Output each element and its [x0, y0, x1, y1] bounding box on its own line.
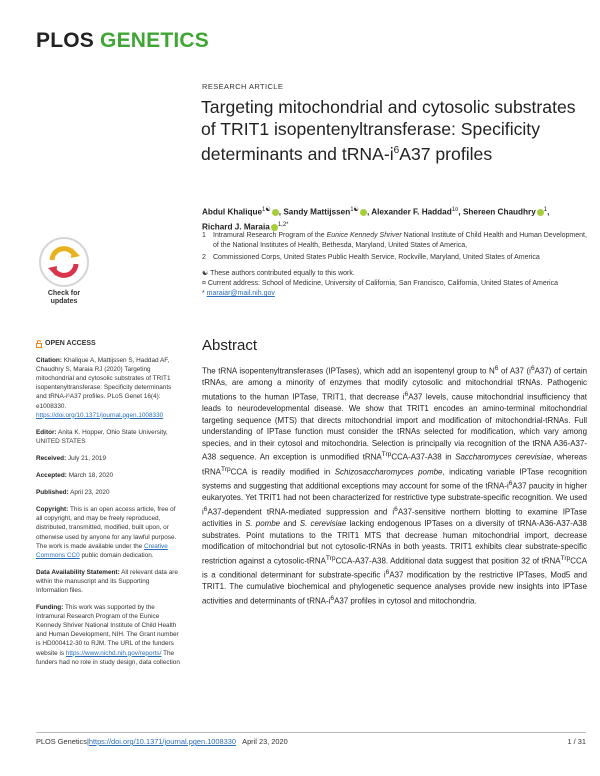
footer-journal: PLOS Genetics	[36, 737, 87, 746]
page-number: 1 / 31	[567, 737, 586, 746]
author[interactable]: Shereen Chaudhry	[462, 207, 536, 217]
data-availability: Data Availability Statement: All relevant data are within the manuscript and its Supporting Information files.	[36, 568, 178, 594]
funder-link[interactable]: https://www.nichd.nih.gov/reports/	[65, 649, 162, 657]
open-lock-icon	[36, 340, 42, 348]
author-list: Abdul Khalique$^{1☯}$ , Sandy Mattijssen$^{1☯}$ , Alexander F. Haddad$^{1¤}$, Shereen Chaudhry $^1$, Richard J. Maraia $^{1,2*}$	[202, 207, 550, 232]
corresponding-email-row: * maraiar@mail.nih.gov	[202, 290, 275, 298]
orcid-icon[interactable]	[271, 224, 278, 231]
affiliations	[202, 231, 587, 266]
affiliation: 1 Intramural Research Program of the Eunice Kennedy Shriver National Institute of Child Health and Human Development, of the National Institutes of Health, Bethesda, Maryland, United States of America,	[202, 232, 587, 250]
current-address-note: ¤ Current address: School of Medicine, University of California, San Francisco, California, United States of America	[202, 280, 558, 288]
article-type: RESEARCH ARTICLE	[202, 82, 284, 91]
open-access-label: OPEN ACCESS	[36, 339, 182, 348]
page-footer: PLOS Genetics | https://doi.org/10.1371/journal.pgen.1008330 April 23, 2020 1 / 31	[36, 737, 586, 746]
funding: Funding: This work was supported by the Intramural Research Program of the Eunice Kennedy Shriver National Institute of Child Health and Human Development, NIH. The Grant number is HD000412-30 to RJM. The URL of the funders website is https://www.nichd.nih.gov/reports/ The funders had no role in study design, data collection	[36, 604, 180, 666]
author[interactable]: Abdul Khalique	[202, 207, 263, 217]
check-for-updates-badge[interactable]	[36, 236, 92, 306]
footer-divider	[36, 732, 586, 733]
abstract-text: The tRNA isopentenyltransferases (IPTases), which add an isopentenyl group to $N^6$ of A37 $(i^6A37)$ of certain tRNAs, are among a minority of enzymes that modify cytosolic and mitochondrial tRNAs. Pathogenic mutations to the human IPTase, TRIT1, that decrease $i^6A37$ levels, cause mitochondrial insufficiency that leads to neurodevelopmental disease. We show that TRIT1 encodes an amino-terminal mitochondrial targeting sequence (MTS) that directs mitochondrial import and modification of mitochondrial-tRNAs. Full understanding of IPTase function must consider the tRNAs selected for modification, which vary among species, and in their cytosol and mitochondria. Selection is principally via recognition of the tRNA A36-A37-A38 sequence. An exception is unmodified tRNA$^{Trp}$CCA-A37-A38 in Saccharomyces cerevisiae, whereas tRNA$^{Trp}$CCA is readily modified in Schizosaccharomyces pombe, indicating variable IPTase recognition systems and suggesting that additional exceptions may account for some of the tRNA-$i^6A37$ paucity in higher eukaryotes. Yet TRIT1 had not been characterized for restrictive type substrate-specific recognition. We used $i^6A37$-dependent tRNA-mediated suppression and $i^6A37$-sensitive northern blotting to examine IPTase activities in S. pombe and S. cerevisiae lacking endogenous IPTases on a diversity of tRNA-A36-A37-A38 substrates. Point mutations to the TRIT1 MTS that decrease human mitochondrial import, decrease modification of mitochondrial but not cytosolic-tRNAs in both yeasts. TRIT1 exhibits clear substrate-specific restriction against a cytosolic-tRNA$^{Trp}$CCA-A37-A38. Additional data suggest that position 32 of tRNA$^{Trp}$CCA is a conditional determinant for substrate-specific $i^6A37$ modification by the restrictive IPTases, Mod5 and TRIT1. The cumulative biochemical and phylogenetic sequence analyses provide new insights into IPTase activities and determinants of tRNA-$i^6A37$ profiles in cytosol and mitochondria.	[202, 365, 588, 606]
article-info-sidebar	[36, 339, 182, 675]
citation-doi-link[interactable]: https://doi.org/10.1371/journal.pgen.1008330	[36, 411, 164, 419]
check-updates-label: Check for updates	[47, 290, 81, 305]
copyright: Copyright: This is an open access article, free of all copyright, and may be freely reproduced, distributed, transmitted, modified, built upon, or otherwise used by anyone for any lawful purpose. The work is made available under the Creative Commons CC0 public domain dedication.	[36, 506, 177, 559]
published-date: Published: April 23, 2020	[36, 489, 110, 497]
editor: Editor: Anita K. Hopper, Ohio State University, UNITED STATES	[36, 428, 168, 445]
license-link[interactable]: Creative Commons CC0	[36, 542, 168, 559]
orcid-icon[interactable]	[272, 209, 279, 216]
article-title: Targeting mitochondrial and cytosolic substrates of TRIT1 isopentenyltransferase: Specificity determinants and tRNA-$i^6A37$ profiles	[201, 97, 576, 164]
author-notes	[202, 269, 587, 300]
email-link[interactable]: maraiar@mail.nih.gov	[206, 290, 275, 298]
author[interactable]: Richard J. Maraia	[202, 222, 270, 232]
check-updates-icon	[36, 236, 92, 288]
accepted-date: Accepted: March 18, 2020	[36, 472, 114, 480]
abstract-heading: Abstract	[202, 337, 258, 354]
author[interactable]: Alexander F. Haddad	[371, 207, 452, 217]
journal-logo	[36, 29, 209, 53]
received-date: Received: July 21, 2019	[36, 454, 107, 462]
logo-plos: PLOS	[36, 29, 94, 52]
footer-doi-link[interactable]: https://doi.org/10.1371/journal.pgen.1008330	[88, 737, 236, 746]
affiliation: 2 Commissioned Corps, United States Public Health Service, Rockville, Maryland, United States of America	[202, 254, 540, 262]
author[interactable]: Sandy Mattijssen	[283, 207, 351, 217]
orcid-icon[interactable]	[537, 209, 544, 216]
citation: Citation: Khalique A, Mattijssen S, Haddad AF, Chaudhry S, Maraia RJ (2020) Targeting mitochondrial and cytosolic substrates of TRIT1 isopentenyltransferase: Specificity determinants and tRNA-i⁶A37 profiles. PLoS Genet 16(4): e1008330. https://doi.org/10.1371/journal.pgen.1008330	[36, 357, 172, 419]
logo-journal: GENETICS	[100, 29, 209, 52]
footer-date: April 23, 2020	[242, 737, 288, 746]
orcid-icon[interactable]	[360, 209, 367, 216]
equal-contribution-note: ☯ These authors contributed equally to this work.	[202, 270, 355, 277]
